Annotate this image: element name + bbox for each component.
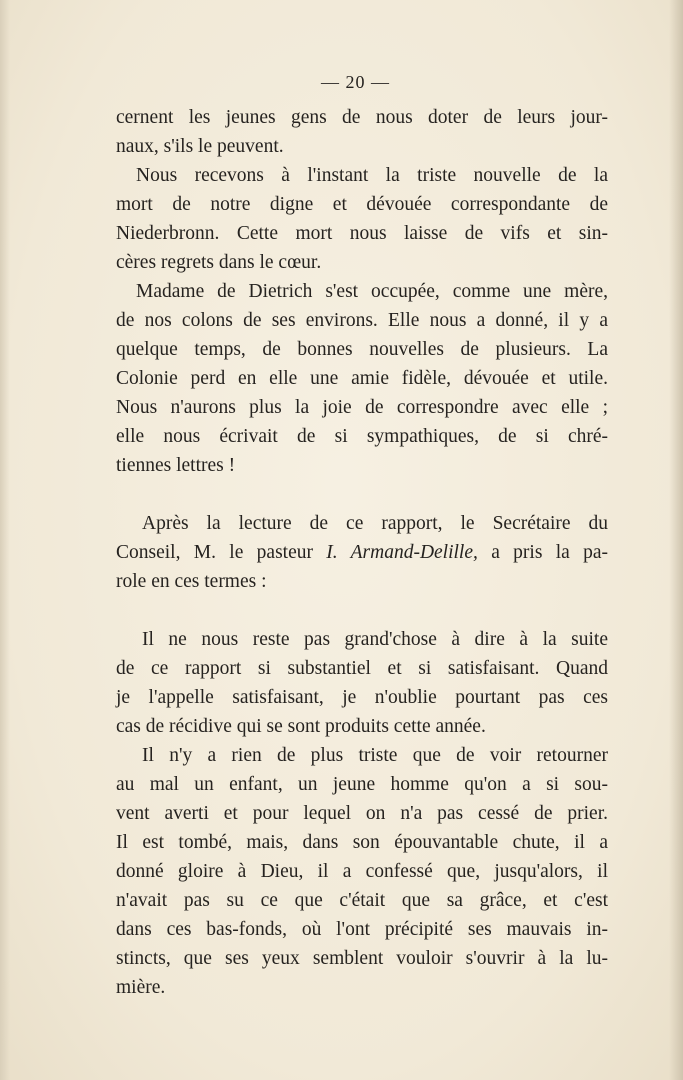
- text-line: Madame de Dietrich s'est occupée, comme une mère,: [136, 281, 608, 302]
- text-line: tiennes lettres !: [116, 455, 236, 476]
- paragraph: [116, 509, 608, 596]
- body-text: [116, 103, 608, 1002]
- text-line: Nous n'aurons plus la joie de correspondre avec elle ;: [116, 397, 608, 418]
- paragraph-gap: [116, 480, 608, 509]
- text-line: n'avait pas su ce que c'était que sa grâce, et c'est: [116, 890, 608, 911]
- text-line: cernent les jeunes gens de nous doter de leurs jour-: [116, 107, 608, 128]
- text-line: donné gloire à Dieu, il a confessé que, jusqu'alors, il: [116, 861, 608, 882]
- text-line: elle nous écrivait de si sympathiques, de si chré-: [116, 426, 608, 447]
- paragraph: [116, 625, 608, 741]
- page-right-edge: [669, 0, 683, 1080]
- paragraph: [116, 741, 608, 1002]
- text-line: naux, s'ils le peuvent.: [116, 136, 284, 157]
- text-line: [116, 538, 608, 567]
- text-line: je l'appelle satisfaisant, je n'oublie pourtant pas ces: [116, 687, 608, 708]
- text-line: de nos colons de ses environs. Elle nous a donné, il y a: [116, 310, 608, 331]
- text-line: cas de récidive qui se sont produits cette année.: [116, 716, 486, 737]
- text-line: vent averti et pour lequel on n'a pas cessé de prier.: [116, 803, 608, 824]
- speaker-name: I. Armand-Delille,: [326, 542, 478, 563]
- paragraph: [116, 161, 608, 277]
- text-line: dans ces bas-fonds, où l'ont précipité ses mauvais in-: [116, 919, 608, 940]
- text-line: role en ces termes :: [116, 571, 267, 592]
- text-fragment: Conseil, M. le pasteur: [116, 542, 327, 563]
- paragraph: [116, 277, 608, 480]
- text-line: Il ne nous reste pas grand'chose à dire à la suite: [142, 629, 608, 650]
- text-line: Après la lecture de ce rapport, le Secrétaire du: [142, 513, 608, 534]
- text-line: mière.: [116, 977, 166, 998]
- text-line: au mal un enfant, un jeune homme qu'on a si sou-: [116, 774, 608, 795]
- text-line: de ce rapport si substantiel et si satisfaisant. Quand: [116, 658, 608, 679]
- text-line: stincts, que ses yeux semblent vouloir s'ouvrir à la lu-: [116, 948, 608, 969]
- paragraph: [116, 103, 608, 161]
- text-line: Colonie perd en elle une amie fidèle, dévouée et utile.: [116, 368, 608, 389]
- text-line: Niederbronn. Cette mort nous laisse de vifs et sin-: [116, 223, 608, 244]
- text-fragment: a pris la pa-: [477, 542, 608, 563]
- page-left-edge: [0, 0, 10, 1080]
- text-line: cères regrets dans le cœur.: [116, 252, 322, 273]
- page-number: — 20 —: [321, 72, 390, 92]
- text-line: Il n'y a rien de plus triste que de voir retourner: [142, 745, 608, 766]
- text-line: mort de notre digne et dévouée correspondante de: [116, 194, 608, 215]
- paragraph-gap: [116, 596, 608, 625]
- text-line: Nous recevons à l'instant la triste nouvelle de la: [136, 165, 608, 186]
- text-line: Il est tombé, mais, dans son épouvantable chute, il a: [116, 832, 608, 853]
- text-line: quelque temps, de bonnes nouvelles de plusieurs. La: [116, 339, 608, 360]
